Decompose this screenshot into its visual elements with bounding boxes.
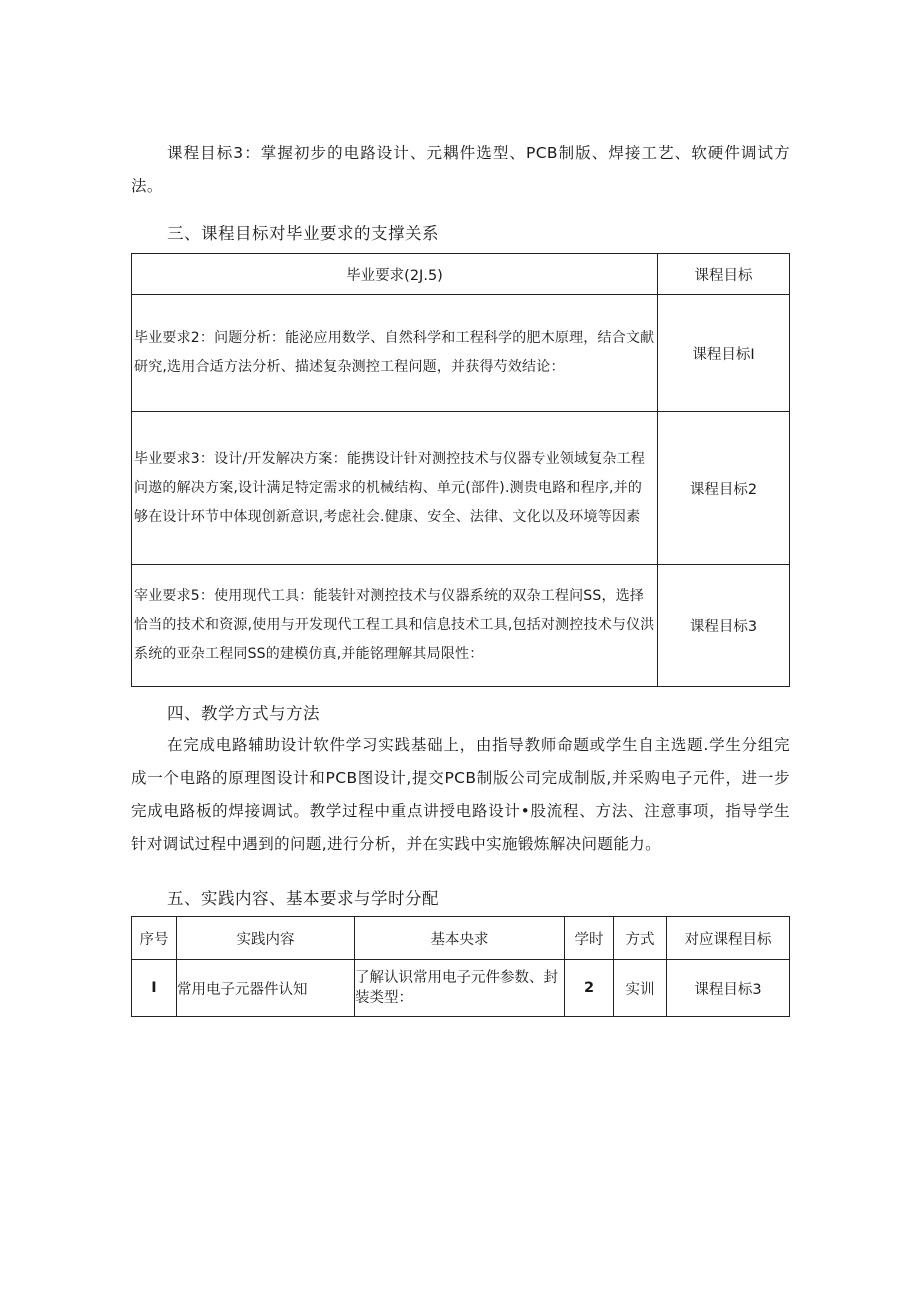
header-content: 实践内容 — [177, 917, 355, 960]
goal-cell: 课程目标2 — [658, 412, 790, 565]
goal-cell: 课程目标3 — [658, 565, 790, 687]
section-4-paragraph: 在完成电路辅助设计软件学习实践基础上，由指导教师命题或学生自主选题.学生分组完成一个电路的原理图设计和PCB图设计,提交PCB制版公司完成制版,并采购电子元件，进一步完成电路板的焊接调试。教学过程中重点讲授电路设计•股流程、方法、注意事项，指导学生针对调试过程中遇到的问题,进行分析，并在实践中实施锻炼解决问题能力。 — [131, 736, 790, 853]
section-4-heading: 四、教学方式与方法 — [167, 704, 320, 723]
goal-cell: 课程目标Ⅰ — [658, 295, 790, 412]
header-requirement: 基本央求 — [355, 917, 565, 960]
section-3-heading: 三、课程目标对毕业要求的支撑关系 — [167, 224, 439, 243]
table-header-row — [132, 917, 790, 960]
course-goal-3-paragraph: 课程目标3：掌握初步的电路设计、元耦件选型、PCB制版、焊接工艺、软硬件调试方法。 — [131, 144, 790, 195]
table-row — [132, 960, 790, 1017]
header-hours: 学时 — [565, 917, 614, 960]
practice-table — [131, 916, 790, 1017]
table-row — [132, 295, 790, 412]
header-requirement: 毕业要求(2J.5) — [132, 254, 658, 295]
table-row — [132, 565, 790, 687]
row-mode: 实训 — [614, 960, 667, 1017]
table-header-row — [132, 254, 790, 295]
section-5-heading: 五、实践内容、基本要求与学时分配 — [167, 889, 439, 908]
row-hours: 2 — [565, 960, 614, 1017]
requirement-cell: 毕业要求3：设计/开发解决方案：能携设计针对测控技术与仪器专业领域复杂工程问遨的解决方案,设计满足特定需求的机械结构、单元(部件).测贵电路和程序,并的够在设计环节中体现创新意识,考虑社会.健康、安全、法律、文化以及环境等因素 — [132, 412, 658, 565]
row-goal: 课程目标3 — [667, 960, 790, 1017]
row-requirement: 了解认识常用电子元件参数、封装类型： — [355, 960, 565, 1017]
header-goal: 对应课程目标 — [667, 917, 790, 960]
header-goal: 课程目标 — [658, 254, 790, 295]
requirement-cell: 毕业要求2：问题分析：能泌应用数学、自然科学和工程科学的肥木原理，结合文献研究,选用合适方法分析、描述复杂测控工程问题，并获得芍效结论： — [132, 295, 658, 412]
header-mode: 方式 — [614, 917, 667, 960]
table-row — [132, 412, 790, 565]
header-no: 序号 — [132, 917, 177, 960]
requirement-cell: 宰业要求5：使用现代工具：能装针对测控技术与仪器系统的双杂工程问SS，选择恰当的技术和资源,使用与开发现代工程工具和信息技术工具,包括对测控技术与仪洪系统的亚杂工程同SS的建模仿真,并能铭理解其局限性： — [132, 565, 658, 687]
support-relation-table — [131, 253, 790, 687]
row-no: I — [132, 960, 177, 1017]
row-content: 常用电子元器件认知 — [177, 960, 355, 1017]
